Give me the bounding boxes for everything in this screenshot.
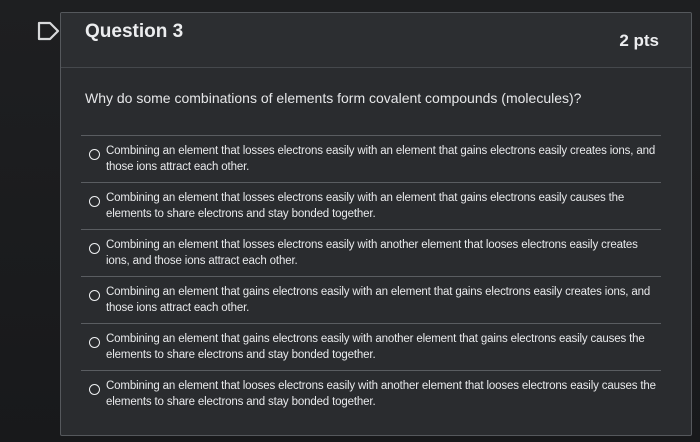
answer-option-5[interactable] bbox=[81, 323, 661, 370]
radio-unselected-icon[interactable] bbox=[89, 384, 100, 395]
flag-question-icon[interactable] bbox=[36, 20, 62, 42]
radio-unselected-icon[interactable] bbox=[89, 149, 100, 160]
radio-unselected-icon[interactable] bbox=[89, 337, 100, 348]
answer-option-2[interactable] bbox=[81, 182, 661, 229]
radio-unselected-icon[interactable] bbox=[89, 196, 100, 207]
answer-label[interactable]: Combining an element that losses electrons easily with an element that gains electrons easily creates ions, and those ions attract each other. bbox=[106, 145, 656, 173]
question-title: Question 3 bbox=[85, 21, 184, 42]
answer-label[interactable]: Combining an element that looses electrons easily with another element that looses electrons easily causes the elements to share electrons and stay bonded together. bbox=[106, 380, 656, 408]
answer-label[interactable]: Combining an element that losses electrons easily with another element that looses electrons easily creates ions, and those ions attract each other. bbox=[106, 239, 638, 267]
answer-option-4[interactable] bbox=[81, 276, 661, 323]
answer-label[interactable]: Combining an element that gains electrons easily with another element that gains electrons easily causes the elements to share electrons and stay bonded together. bbox=[106, 333, 645, 361]
answer-label[interactable]: Combining an element that gains electrons easily with an element that gains electrons easily creates ions, and those ions attract each other. bbox=[106, 286, 651, 314]
answer-option-3[interactable] bbox=[81, 229, 661, 276]
question-points: 2 pts bbox=[619, 31, 659, 50]
question-card bbox=[60, 12, 692, 436]
radio-unselected-icon[interactable] bbox=[89, 290, 100, 301]
question-header bbox=[61, 13, 691, 68]
answer-option-1[interactable] bbox=[81, 135, 661, 182]
answer-option-6[interactable] bbox=[81, 370, 661, 417]
radio-unselected-icon[interactable] bbox=[89, 243, 100, 254]
answer-list bbox=[81, 135, 661, 417]
question-prompt: Why do some combinations of elements form covalent compounds (molecules)? bbox=[85, 90, 582, 106]
answer-label[interactable]: Combining an element that losses electrons easily with an element that gains electrons easily causes the elements to share electrons and stay bonded together. bbox=[106, 192, 625, 220]
